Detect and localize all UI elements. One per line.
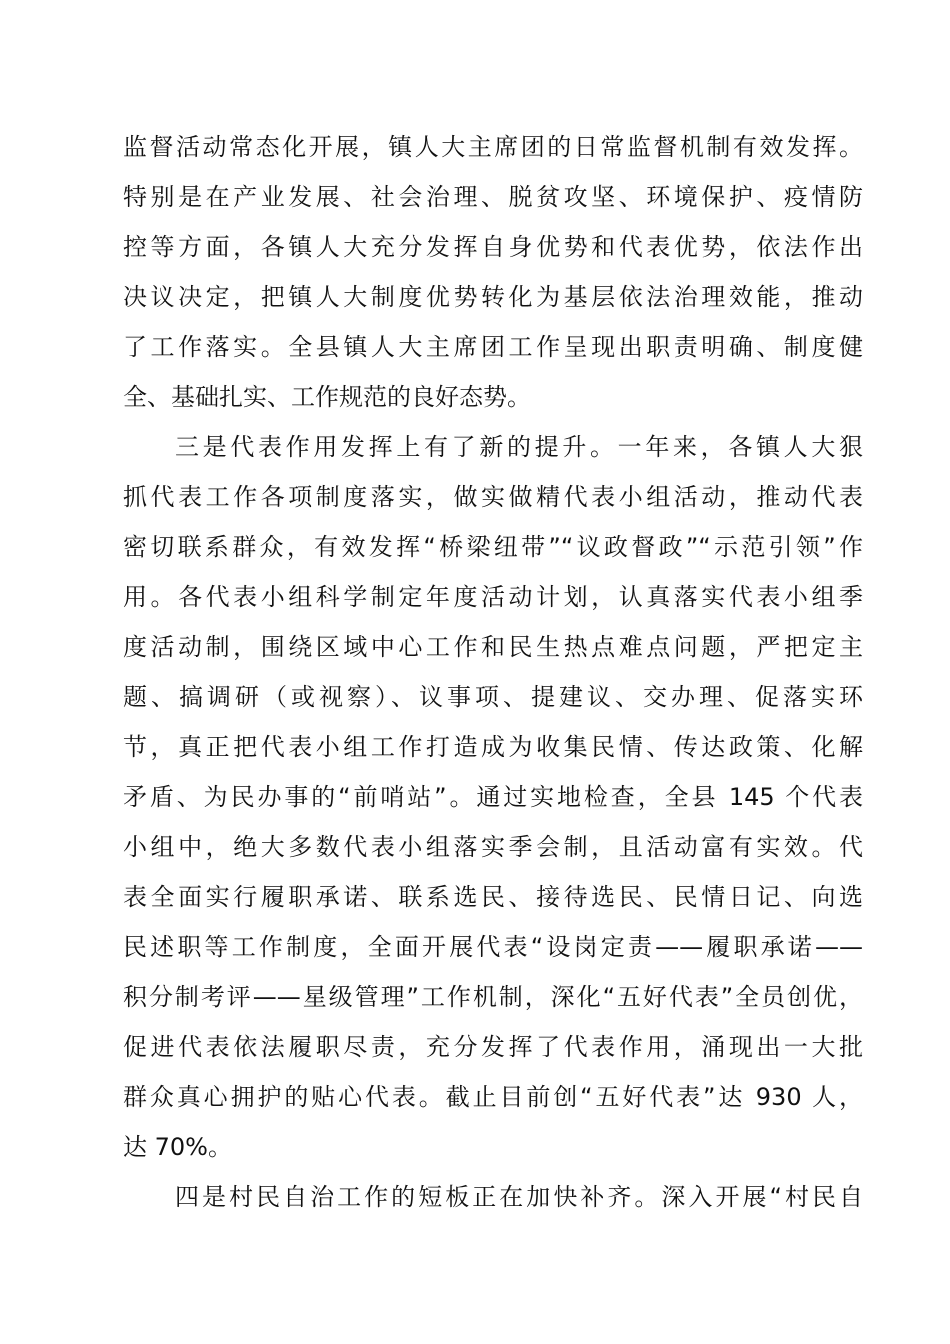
text-line: 特别是在产业发展、社会治理、脱贫攻坚、环境保护、疫情防	[123, 183, 863, 211]
text-line: 度活动制，围绕区域中心工作和民生热点难点问题，严把定主	[123, 633, 863, 661]
paragraph-1	[123, 122, 863, 422]
text-line: 了工作落实。全县镇人大主席团工作呈现出职责明确、制度健	[123, 333, 863, 361]
text-line: 小组中，绝大多数代表小组落实季会制，且活动富有实效。代	[123, 833, 863, 861]
text-line: 三是代表作用发挥上有了新的提升。一年来，各镇人大狠	[175, 433, 863, 461]
text-line: 矛盾、为民办事的“前哨站”。通过实地检查，全县 145 个代表	[123, 783, 863, 811]
text-line: 密切联系群众，有效发挥“桥梁纽带”“议政督政”“示范引领”作	[123, 533, 863, 561]
text-line: 节，真正把代表小组工作打造成为收集民情、传达政策、化解	[123, 733, 863, 761]
text-line: 表全面实行履职承诺、联系选民、接待选民、民情日记、向选	[123, 883, 863, 911]
text-line: 促进代表依法履职尽责，充分发挥了代表作用，涌现出一大批	[123, 1033, 863, 1061]
text-line: 用。各代表小组科学制定年度活动计划，认真落实代表小组季	[123, 583, 863, 611]
text-line: 题、搞调研（或视察）、议事项、提建议、交办理、促落实环	[123, 683, 863, 711]
text-line: 抓代表工作各项制度落实，做实做精代表小组活动，推动代表	[123, 483, 863, 511]
text-line: 监督活动常态化开展，镇人大主席团的日常监督机制有效发挥。	[123, 133, 863, 161]
text-line: 民述职等工作制度，全面开展代表“设岗定责——履职承诺——	[123, 933, 863, 961]
text-line: 四是村民自治工作的短板正在加快补齐。深入开展“村民自	[175, 1183, 863, 1211]
text-line: 达 70%。	[123, 1133, 232, 1161]
text-line: 控等方面，各镇人大充分发挥自身优势和代表优势，依法作出	[123, 233, 863, 261]
text-line: 全、基础扎实、工作规范的良好态势。	[123, 383, 531, 411]
text-line: 决议决定，把镇人大制度优势转化为基层依法治理效能，推动	[123, 283, 863, 311]
paragraph-2	[123, 422, 863, 1172]
body-text	[123, 122, 863, 1222]
text-line: 群众真心拥护的贴心代表。截止目前创“五好代表”达 930 人，	[123, 1083, 863, 1111]
text-line: 积分制考评——星级管理”工作机制，深化“五好代表”全员创优，	[123, 983, 863, 1011]
paragraph-3	[123, 1172, 863, 1222]
